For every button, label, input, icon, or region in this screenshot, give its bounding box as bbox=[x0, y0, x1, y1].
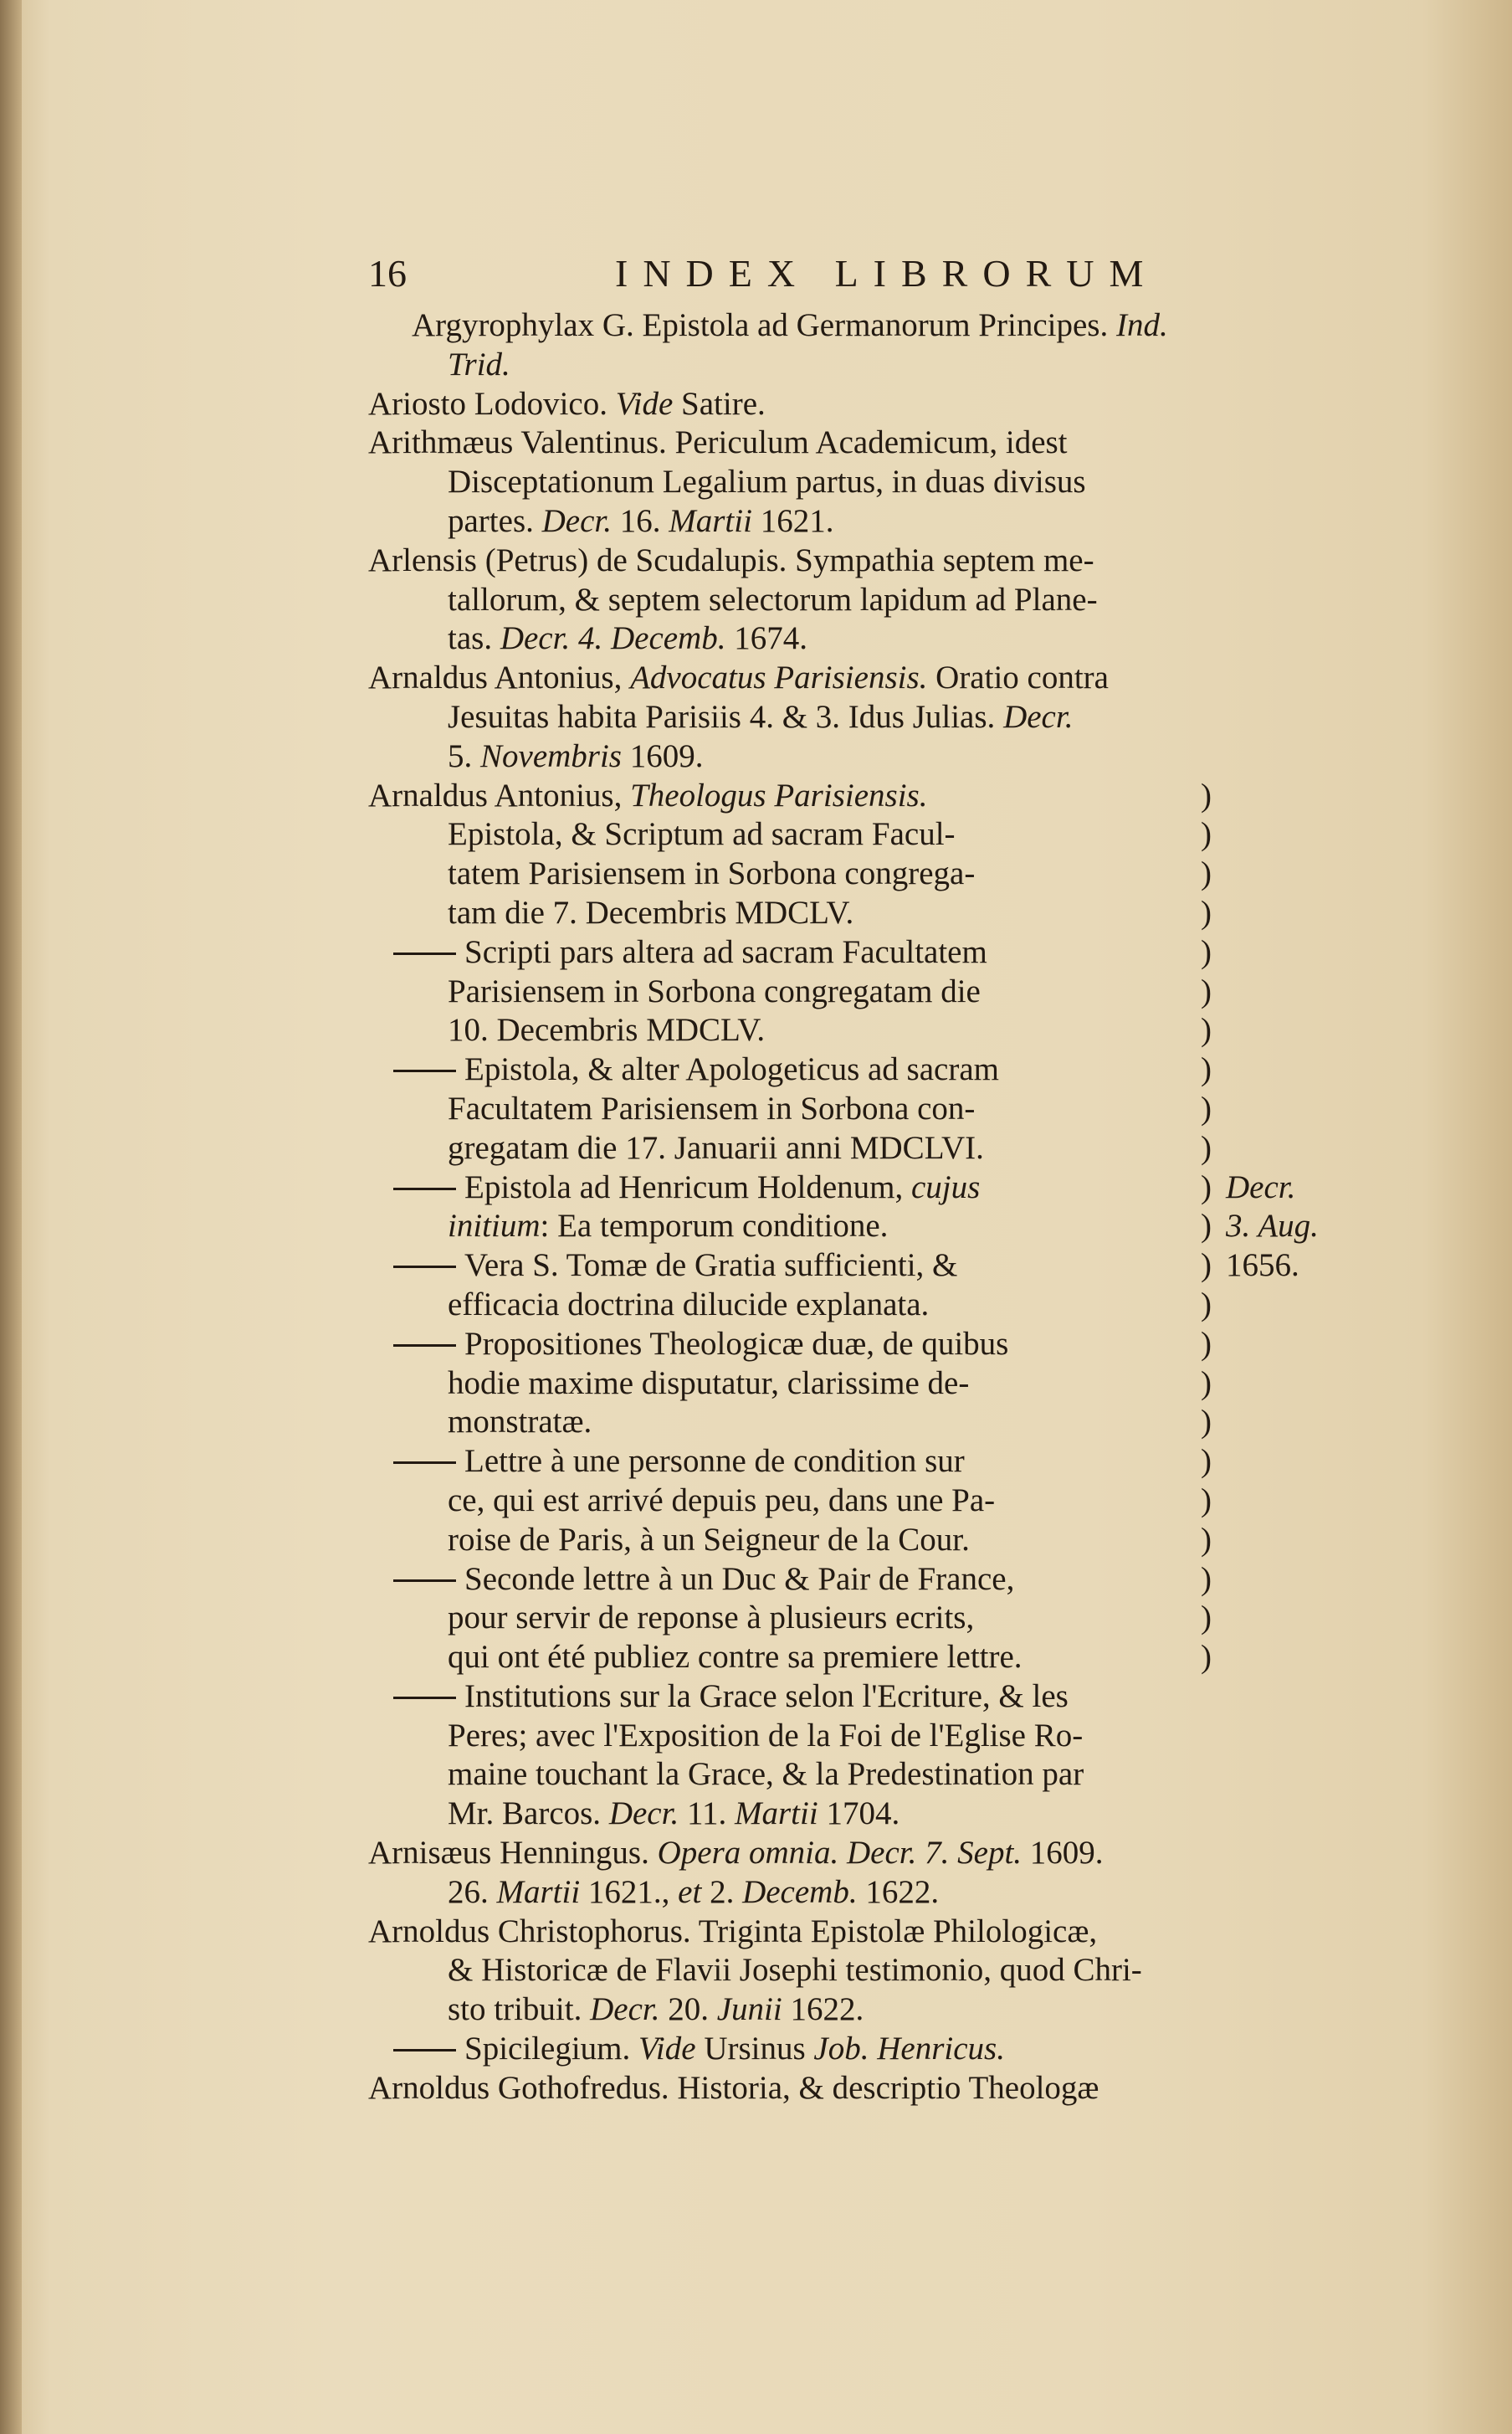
group-bracket: ) bbox=[1201, 1247, 1212, 1284]
index-line bbox=[368, 1677, 1389, 1717]
line-segment: ce, qui est arrivé depuis peu, dans une Pa- bbox=[448, 1481, 996, 1518]
line-segment: Martii bbox=[496, 1873, 581, 1910]
group-bracket: ) bbox=[1201, 1090, 1212, 1127]
group-bracket: ) bbox=[1201, 1286, 1212, 1322]
group-bracket: ) bbox=[1201, 1208, 1212, 1245]
line-segment: Ursinus bbox=[695, 2031, 814, 2067]
group-bracket: ) bbox=[1201, 777, 1212, 814]
ditto-dash bbox=[393, 953, 456, 955]
line-segment: 1622. bbox=[857, 1873, 940, 1910]
index-line bbox=[368, 1481, 1389, 1521]
line-segment: MDCLVI. bbox=[849, 1129, 984, 1166]
line-segment: Martii bbox=[669, 502, 752, 539]
group-bracket: ) bbox=[1201, 1051, 1212, 1088]
line-segment: pour servir de reponse à plusieurs ecrits, bbox=[448, 1600, 975, 1636]
index-line bbox=[368, 973, 1389, 1012]
index-line bbox=[368, 933, 1389, 973]
line-segment: initium bbox=[448, 1208, 541, 1245]
line-segment: Novembris bbox=[480, 737, 622, 774]
line-segment: 5. bbox=[448, 737, 480, 774]
index-line bbox=[368, 1246, 1389, 1286]
group-bracket: ) bbox=[1201, 1560, 1212, 1597]
group-bracket: ) bbox=[1201, 855, 1212, 892]
line-segment: cujus bbox=[910, 1168, 981, 1205]
ditto-dash bbox=[393, 1188, 456, 1190]
line-segment: Vide bbox=[615, 385, 674, 422]
line-segment: 1622. bbox=[782, 1991, 864, 2028]
line-segment: 1621. bbox=[751, 502, 834, 539]
index-line bbox=[368, 1951, 1389, 1990]
group-bracket: ) bbox=[1201, 973, 1212, 1009]
line-segment: gregatam die 17. Januarii anni bbox=[448, 1129, 850, 1166]
line-segment: Trid. bbox=[448, 346, 510, 383]
line-segment: 26. bbox=[448, 1873, 497, 1910]
line-segment: MDCLV. bbox=[735, 894, 854, 931]
group-bracket: ) bbox=[1201, 1521, 1212, 1558]
line-segment: 16. bbox=[612, 502, 669, 539]
index-line bbox=[368, 424, 1389, 463]
ditto-dash bbox=[393, 1266, 456, 1268]
index-line bbox=[368, 815, 1389, 855]
index-line bbox=[368, 502, 1389, 542]
line-segment: Arnoldus Gothofredus. Historia, & descriptio Theologæ bbox=[368, 2069, 1099, 2106]
line-segment: tas. bbox=[448, 620, 500, 657]
line-segment: Seconde lettre à un Duc & Pair de France, bbox=[464, 1560, 1015, 1597]
line-segment: monstratæ. bbox=[448, 1404, 592, 1440]
line-segment: roise de Paris, à un Seigneur de la Cour. bbox=[448, 1521, 970, 1558]
index-line bbox=[368, 1521, 1389, 1560]
line-segment: Arlensis (Petrus) de Scudalupis. Sympathia septem me- bbox=[368, 542, 1094, 578]
line-segment: Oratio contra bbox=[927, 660, 1109, 696]
line-segment: 11. bbox=[679, 1795, 735, 1832]
running-head: INDEX LIBRORUM bbox=[615, 252, 1159, 295]
decree-note: 3. Aug. bbox=[1226, 1208, 1319, 1245]
index-line bbox=[368, 894, 1389, 933]
line-segment: Decr. bbox=[608, 1795, 679, 1832]
line-segment: 1674. bbox=[725, 620, 807, 657]
book-spine bbox=[0, 0, 22, 2434]
group-bracket: ) bbox=[1201, 1012, 1212, 1049]
page-number: 16 bbox=[368, 252, 407, 295]
line-segment: partes. bbox=[448, 502, 542, 539]
index-line bbox=[368, 1011, 1389, 1050]
line-segment: : Ea temporum conditione. bbox=[540, 1208, 889, 1245]
index-line bbox=[368, 1599, 1389, 1638]
line-segment: Institutions sur la Grace selon l'Ecriture, & les bbox=[464, 1677, 1069, 1714]
index-line bbox=[368, 1364, 1389, 1404]
index-line bbox=[368, 1050, 1389, 1090]
line-segment: & Historicæ de Flavii Josephi testimonio, quod Chri- bbox=[448, 1952, 1142, 1989]
group-bracket: ) bbox=[1201, 933, 1212, 970]
line-segment: Arithmæus Valentinus. Periculum Academicum, idest bbox=[368, 424, 1068, 461]
line-segment: Decr. bbox=[541, 502, 612, 539]
line-segment: Vide bbox=[638, 2031, 696, 2067]
line-segment: Decemb. bbox=[742, 1873, 858, 1910]
line-segment: Opera omnia. Decr. 7. Sept. bbox=[657, 1835, 1023, 1872]
line-segment: 1704. bbox=[818, 1795, 900, 1832]
line-segment: qui ont été publiez contre sa premiere lettre. bbox=[448, 1639, 1023, 1676]
index-line bbox=[368, 385, 1389, 424]
index-entries bbox=[368, 306, 1389, 2108]
index-line bbox=[368, 1442, 1389, 1481]
line-segment: Spicilegium. bbox=[464, 2031, 638, 2067]
group-bracket: ) bbox=[1201, 1639, 1212, 1676]
line-segment: tallorum, & septem selectorum lapidum ad Plane- bbox=[448, 581, 1098, 618]
line-segment: Arnaldus Antonius, bbox=[368, 777, 631, 814]
index-line bbox=[368, 698, 1389, 737]
line-segment: Propositiones Theologicæ duæ, de quibus bbox=[464, 1325, 1009, 1362]
line-segment: Theologus Parisiensis. bbox=[630, 777, 928, 814]
index-line bbox=[368, 855, 1389, 894]
page-header bbox=[368, 251, 1389, 306]
line-segment: 1609. bbox=[1022, 1835, 1104, 1872]
line-segment: tatem Parisiensem in Sorbona congrega- bbox=[448, 855, 976, 892]
index-line bbox=[368, 346, 1389, 385]
line-segment: et bbox=[678, 1873, 702, 1910]
index-line bbox=[368, 1638, 1389, 1677]
line-segment: Lettre à une personne de condition sur bbox=[464, 1443, 965, 1480]
index-line bbox=[368, 1913, 1389, 1952]
index-line bbox=[368, 2069, 1389, 2108]
line-segment: Peres; avec l'Exposition de la Foi de l'Eglise Ro- bbox=[448, 1717, 1084, 1754]
line-segment: Epistola, & Scriptum ad sacram Facul- bbox=[448, 816, 956, 853]
line-segment: 20. bbox=[659, 1991, 717, 2028]
line-segment: Decr. bbox=[590, 1991, 660, 2028]
line-segment: Ariosto Lodovico. bbox=[368, 385, 616, 422]
index-line bbox=[368, 1834, 1389, 1873]
index-line bbox=[368, 1873, 1389, 1913]
ditto-dash bbox=[393, 2049, 456, 2051]
line-segment: Mr. Barcos. bbox=[448, 1795, 609, 1832]
line-segment: Job. Henricus. bbox=[813, 2031, 1005, 2067]
ditto-dash bbox=[393, 1697, 456, 1699]
line-segment: 1621., bbox=[580, 1873, 679, 1910]
line-segment: Disceptationum Legalium partus, in duas divisus bbox=[448, 464, 1086, 501]
line-segment: Scripti pars altera ad sacram Facultatem bbox=[464, 933, 987, 970]
line-segment: Epistola, & alter Apologeticus ad sacram bbox=[464, 1051, 999, 1088]
index-line bbox=[368, 1207, 1389, 1246]
index-line bbox=[368, 1403, 1389, 1442]
line-segment: Argyrophylax G. Epistola ad Germanorum Principes. bbox=[412, 307, 1116, 343]
line-segment: Epistola ad Henricum Holdenum, bbox=[464, 1168, 911, 1205]
line-segment: MDCLV. bbox=[646, 1012, 766, 1049]
group-bracket: ) bbox=[1201, 894, 1212, 931]
line-segment: efficacia doctrina dilucide explanata. bbox=[448, 1286, 930, 1322]
line-segment: Satire. bbox=[673, 385, 766, 422]
index-line bbox=[368, 1129, 1389, 1168]
group-bracket: ) bbox=[1201, 1129, 1212, 1166]
group-bracket: ) bbox=[1201, 1443, 1212, 1480]
index-line bbox=[368, 542, 1389, 581]
index-line bbox=[368, 1795, 1389, 1834]
page-text bbox=[368, 251, 1389, 2108]
line-segment: tam die 7. Decembris bbox=[448, 894, 735, 931]
group-bracket: ) bbox=[1201, 1481, 1212, 1518]
line-segment: hodie maxime disputatur, clarissime de- bbox=[448, 1364, 970, 1401]
line-segment: maine touchant la Grace, & la Predestination par bbox=[448, 1756, 1084, 1793]
line-segment: Decr. bbox=[1003, 698, 1074, 735]
ditto-dash bbox=[393, 1344, 456, 1347]
ditto-dash bbox=[393, 1070, 456, 1072]
group-bracket: ) bbox=[1201, 1168, 1212, 1205]
index-line bbox=[368, 1990, 1389, 2030]
line-segment: 1609. bbox=[622, 737, 704, 774]
line-segment: Facultatem Parisiensem in Sorbona con- bbox=[448, 1090, 976, 1127]
group-bracket: ) bbox=[1201, 1404, 1212, 1440]
index-line bbox=[368, 1168, 1389, 1208]
index-line bbox=[368, 659, 1389, 698]
line-segment: Parisiensem in Sorbona congregatam die bbox=[448, 973, 981, 1009]
ditto-dash bbox=[393, 1579, 456, 1582]
index-line bbox=[368, 1717, 1389, 1756]
index-line bbox=[368, 1090, 1389, 1129]
group-bracket: ) bbox=[1201, 1325, 1212, 1362]
group-bracket: ) bbox=[1201, 1364, 1212, 1401]
line-segment: Arnaldus Antonius, bbox=[368, 660, 631, 696]
line-segment: Martii bbox=[735, 1795, 818, 1832]
index-line bbox=[368, 1325, 1389, 1364]
line-segment: Jesuitas habita Parisiis 4. & 3. Idus Julias. bbox=[448, 698, 1004, 735]
ditto-dash bbox=[393, 1461, 456, 1464]
line-segment: Advocatus Parisiensis. bbox=[630, 660, 928, 696]
decree-note: Decr. bbox=[1226, 1168, 1296, 1205]
line-segment: Junii bbox=[716, 1991, 782, 2028]
index-line bbox=[368, 619, 1389, 659]
line-segment: Decr. 4. Decemb. bbox=[500, 620, 726, 657]
line-segment: 10. Decembris bbox=[448, 1012, 647, 1049]
index-line bbox=[368, 737, 1389, 777]
index-line bbox=[368, 463, 1389, 502]
line-segment: Arnisæus Henningus. bbox=[368, 1835, 658, 1872]
index-line bbox=[368, 1755, 1389, 1795]
line-segment: 2. bbox=[701, 1873, 743, 1910]
index-line bbox=[368, 1560, 1389, 1600]
index-line bbox=[368, 581, 1389, 620]
index-line bbox=[368, 1286, 1389, 1325]
line-segment: Arnoldus Christophorus. Triginta Epistolæ Philologicæ, bbox=[368, 1913, 1098, 1949]
index-line bbox=[368, 306, 1389, 346]
decree-note: 1656. bbox=[1226, 1247, 1299, 1284]
group-bracket: ) bbox=[1201, 816, 1212, 853]
line-segment: Ind. bbox=[1115, 307, 1168, 343]
index-line bbox=[368, 2030, 1389, 2069]
group-bracket: ) bbox=[1201, 1600, 1212, 1636]
line-segment: Vera S. Tomæ de Gratia sufficienti, & bbox=[464, 1247, 958, 1284]
index-line bbox=[368, 777, 1389, 816]
line-segment: sto tribuit. bbox=[448, 1991, 591, 2028]
